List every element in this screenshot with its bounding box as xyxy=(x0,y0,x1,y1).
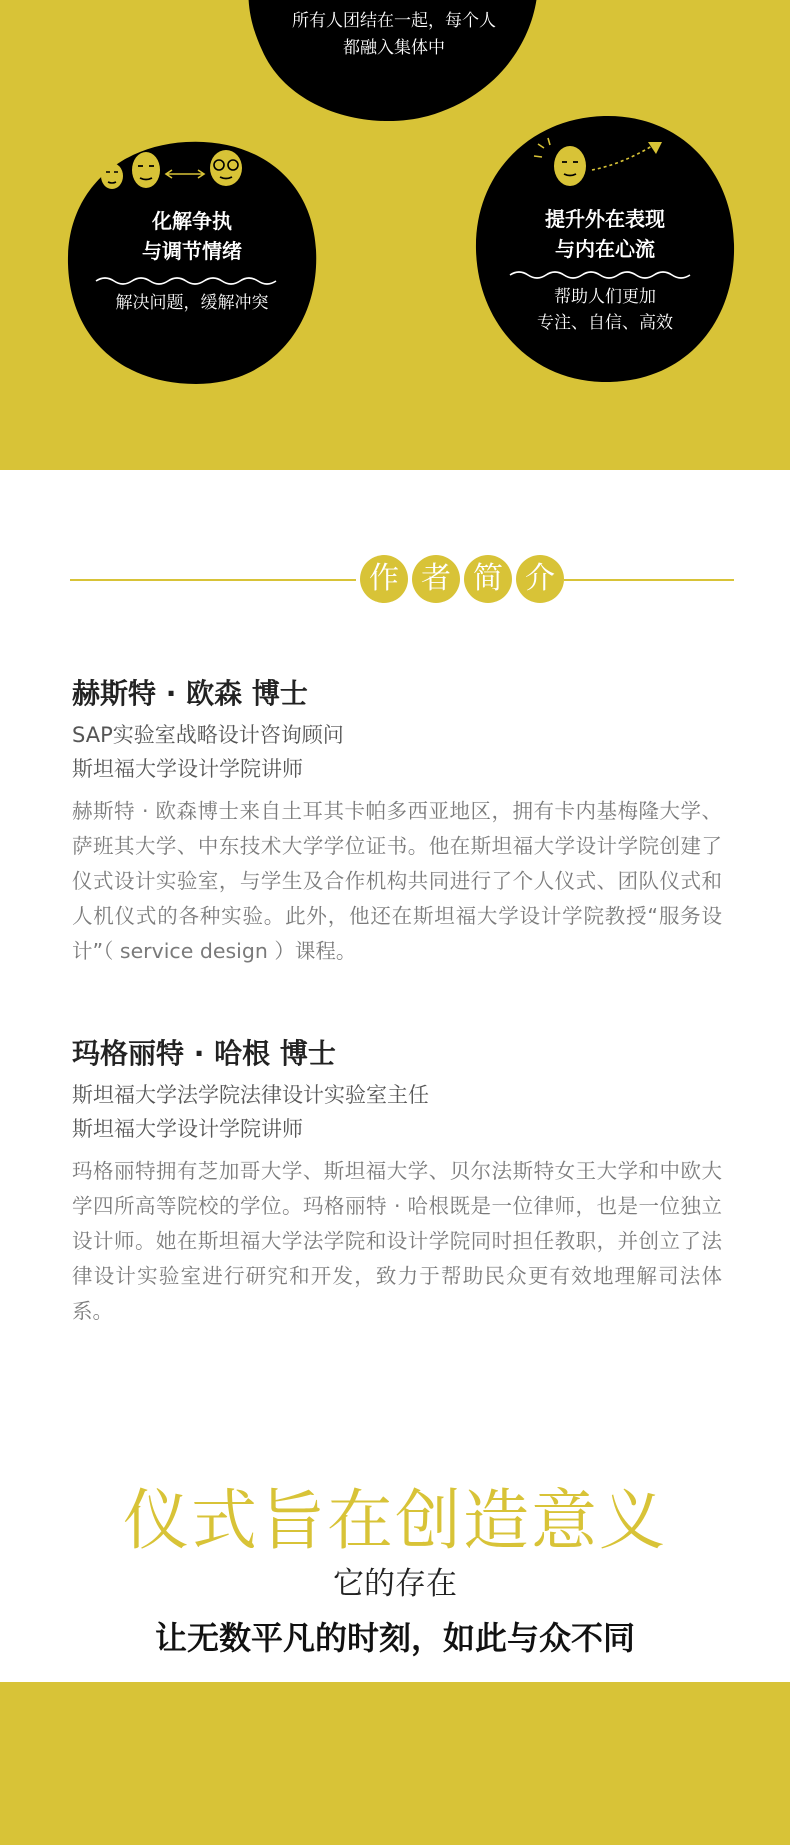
author-bio: 玛格丽特拥有芝加哥大学、斯坦福大学、贝尔法斯特女王大学和中欧大学四所高等院校的学位。玛格丽特 · 哈根既是一位律师，也是一位独立设计师。她在斯坦福大学法学院和设计学院同时担任教职，并创立了法律设计实验室进行研究和开发，致力于帮助民众更有效地理解司法体系。 xyxy=(72,1159,722,1323)
bottom-yellow-band xyxy=(0,1682,790,1845)
slogan-sub: 它的存在 xyxy=(333,1566,457,1602)
left-blob-wave-divider xyxy=(66,274,318,288)
right-blob-title xyxy=(474,204,736,264)
author-role-2: 斯坦福大学设计学院讲师 xyxy=(72,1117,303,1141)
author-role-1: 斯坦福大学法学院法律设计实验室主任 xyxy=(72,1083,429,1107)
right-blob-title-line1: 提升外在表现 xyxy=(545,207,665,231)
face-arrow-up-icon xyxy=(530,136,680,194)
right-blob xyxy=(474,112,736,384)
right-blob-sub-line1: 帮助人们更加 xyxy=(554,287,656,307)
left-blob-title-line2: 与调节情绪 xyxy=(142,239,242,263)
author-role-1: SAP实验室战略设计咨询顾问 xyxy=(72,723,344,747)
right-blob-sub-line2: 专注、自信、高效 xyxy=(537,313,673,333)
heading-char-2: 者 xyxy=(412,555,460,603)
heading-char-3: 简 xyxy=(464,555,512,603)
top-blob-line1: 所有人团结在一起，每个人 xyxy=(292,11,496,31)
author-name: 玛格丽特 · 哈根 博士 xyxy=(72,1037,336,1070)
left-blob-title-line1: 化解争执 xyxy=(152,209,232,233)
heading-line-right xyxy=(564,579,734,581)
author-name: 赫斯特 · 欧森 博士 xyxy=(72,677,308,710)
slogan-strong: 让无数平凡的时刻，如此与众不同 xyxy=(154,1619,635,1657)
left-blob xyxy=(66,138,318,388)
right-blob-wave-divider xyxy=(474,268,736,282)
heading-char-4: 介 xyxy=(516,555,564,603)
top-blob xyxy=(248,0,540,122)
author-card-2 xyxy=(72,1036,722,1329)
top-yellow-band xyxy=(0,0,790,470)
right-blob-sub xyxy=(474,284,736,336)
author-card-1 xyxy=(72,676,722,969)
top-blob-line2: 都融入集体中 xyxy=(343,38,445,58)
faces-arrow-icon xyxy=(98,146,248,196)
heading-line-left xyxy=(70,579,356,581)
author-role-2: 斯坦福大学设计学院讲师 xyxy=(72,757,303,781)
slogan-main: 仪式旨在创造意义 xyxy=(123,1482,667,1559)
heading-characters xyxy=(360,555,564,603)
left-blob-sub-line1: 解决问题，缓解冲突 xyxy=(115,293,269,313)
top-blob-text xyxy=(248,8,540,62)
author-bio: 赫斯特 · 欧森博士来自土耳其卡帕多西亚地区，拥有卡内基梅隆大学、萨班其大学、中东技术大学学位证书。他在斯坦福大学设计学院创建了仪式设计实验室，与学生及合作机构共同进行了个人仪式、团队仪式和人机仪式的各种实验。此外，他还在斯坦福大学设计学院教授“服务设计”（ service design ）课程。 xyxy=(72,799,722,963)
left-blob-sub xyxy=(66,290,318,316)
author-section-heading xyxy=(70,555,734,603)
heading-char-1: 作 xyxy=(360,555,408,603)
left-blob-title xyxy=(66,206,318,266)
right-blob-title-line2: 与内在心流 xyxy=(555,237,655,261)
